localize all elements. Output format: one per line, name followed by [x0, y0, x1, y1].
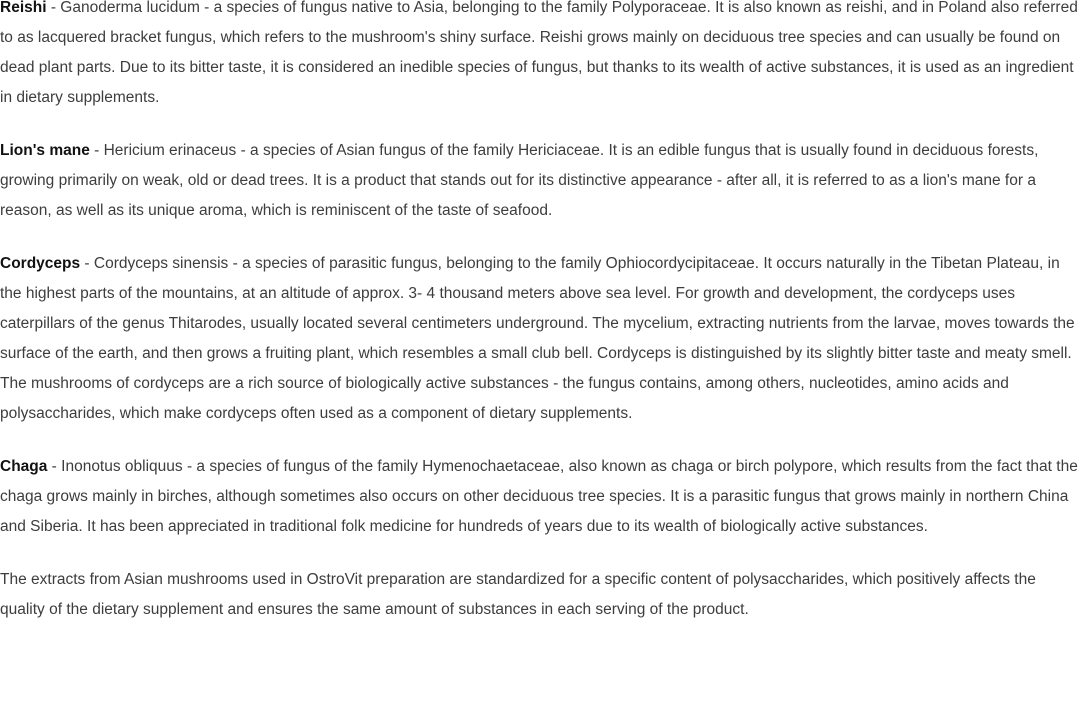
description-lions-mane: - Hericium erinaceus - a species of Asian fungus of the family Hericiaceae. It is an edible fungus that is usually found in deciduous forests, growing primarily on weak, old or dead trees. It is a product that stands out for its distinctive appearance - after all, it is referred to as a lion's mane for a reason, as well as its unique aroma, which is reminiscent of the taste of seafood. — [0, 142, 1039, 219]
description-cordyceps: - Cordyceps sinensis - a species of parasitic fungus, belonging to the family Ophiocordycipitaceae. It occurs naturally in the Tibetan Plateau, in the highest parts of the mountains, at an altitude of approx. 3- 4 thousand meters above sea level. For growth and development, the cordyceps uses caterpillars of the genus Thitarodes, usually located several centimeters underground. The mycelium, extracting nutrients from the larvae, moves towards the surface of the earth, and then grows a fruiting plant, which resembles a small club bell. Cordyceps is distinguished by its slightly bitter taste and meaty smell. The mushrooms of cordyceps are a rich source of biologically active substances - the fungus contains, among others, nucleotides, amino acids and polysaccharides, which make cordyceps often used as a component of dietary supplements. — [0, 255, 1075, 422]
paragraph-lions-mane — [0, 136, 1080, 226]
paragraph-extracts — [0, 565, 1080, 625]
term-lions-mane: Lion's mane — [0, 142, 90, 159]
description-reishi: - Ganoderma lucidum - a species of fungus native to Asia, belonging to the family Polyporaceae. It is also known as reishi, and in Poland also referred to as lacquered bracket fungus, which refers to the mushroom's shiny surface. Reishi grows mainly on deciduous tree species and can usually be found on dead plant parts. Due to its bitter taste, it is considered an inedible species of fungus, but thanks to its wealth of active substances, it is used as an ingredient in dietary supplements. — [0, 0, 1078, 106]
paragraph-cordyceps — [0, 249, 1080, 429]
paragraph-reishi — [0, 0, 1080, 113]
paragraph-chaga — [0, 452, 1080, 542]
term-chaga: Chaga — [0, 458, 48, 475]
description-chaga: - Inonotus obliquus - a species of fungus of the family Hymenochaetaceae, also known as chaga or birch polypore, which results from the fact that the chaga grows mainly in birches, although sometimes also occurs on other deciduous tree species. It is a parasitic fungus that grows mainly in northern China and Siberia. It has been appreciated in traditional folk medicine for hundreds of years due to its wealth of biologically active substances. — [0, 458, 1078, 535]
description-extracts: The extracts from Asian mushrooms used in OstroVit preparation are standardized for a specific content of polysaccharides, which positively affects the quality of the dietary supplement and ensures the same amount of substances in each serving of the product. — [0, 571, 1036, 618]
term-cordyceps: Cordyceps — [0, 255, 81, 272]
term-reishi: Reishi — [0, 0, 47, 16]
